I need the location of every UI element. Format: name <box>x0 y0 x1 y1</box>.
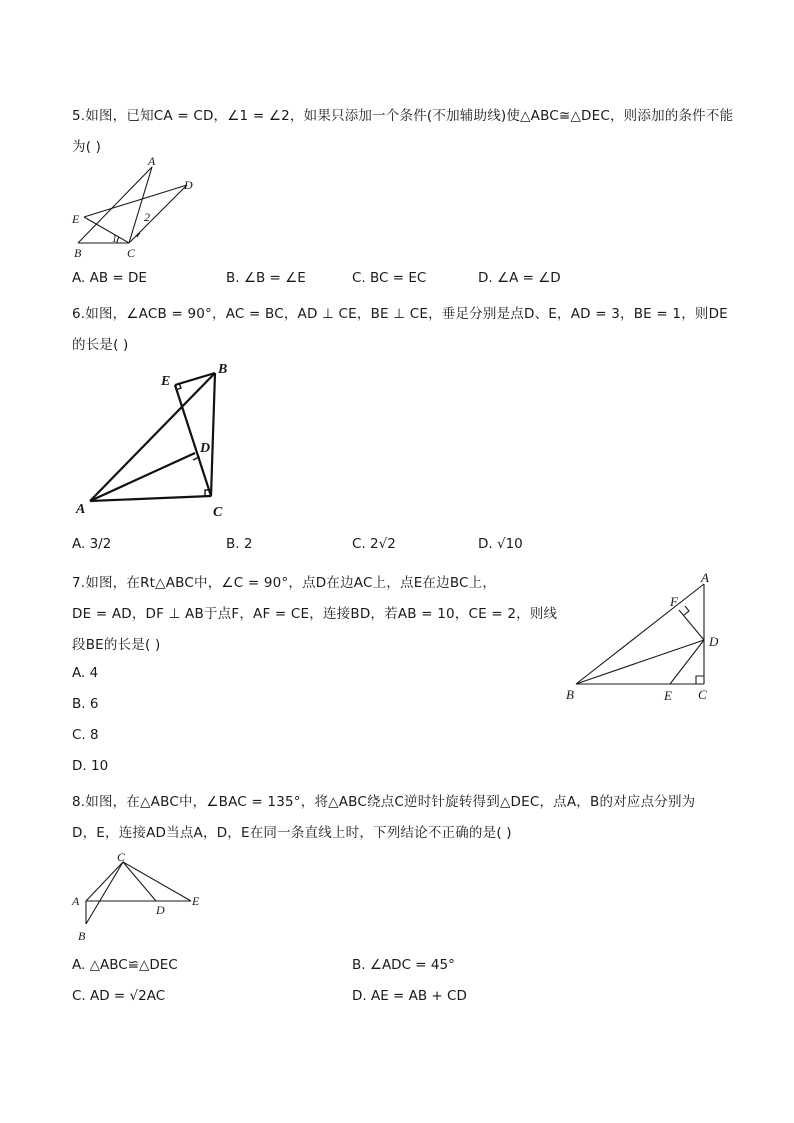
q7-label-d: D <box>709 634 719 649</box>
q7-stem-line2: DE = AD，DF ⊥ AB于点F，AF = CE，连接BD，若AB = 10，CE = 2，则线 <box>72 606 558 622</box>
q5-stem-line1: 5.如图，已知CA = CD，∠1 = ∠2，如果只添加一个条件(不加辅助线)使△ABC≅△DEC，则添加的条件不能 <box>72 108 734 124</box>
q5-label-e: E <box>72 212 80 226</box>
q8-label-d: D <box>156 903 165 917</box>
q5-label-a: A <box>148 154 156 168</box>
q5-option-a: A. AB = DE <box>72 270 147 286</box>
q7-option-a: A. 4 <box>72 665 99 681</box>
q8-figure <box>66 848 216 948</box>
q6-label-e: E <box>161 374 171 389</box>
q7-label-b: B <box>566 687 574 702</box>
q8-stem-line2: D，E，连接AD当点A，D，E在同一条直线上时，下列结论不正确的是( ) <box>72 825 512 841</box>
q5-label-1: 1 <box>112 234 117 245</box>
q5-label-d: D <box>184 178 193 192</box>
q6-label-a: A <box>76 502 86 517</box>
q7-stem-line3: 段BE的长是( ) <box>72 637 161 653</box>
q6-figure <box>72 358 242 523</box>
q5-option-c: C. BC = EC <box>352 270 427 286</box>
q8-option-c: C. AD = √2AC <box>72 988 166 1004</box>
q7-label-e: E <box>664 688 672 703</box>
q5-label-b: B <box>74 246 82 260</box>
q6-option-b: B. 2 <box>226 536 253 552</box>
q6-option-c: C. 2√2 <box>352 536 396 552</box>
q8-label-b: B <box>78 929 86 943</box>
q7-label-f: F <box>670 594 678 609</box>
q6-option-a: A. 3/2 <box>72 536 112 552</box>
q5-figure <box>60 155 220 265</box>
q6-label-c: C <box>213 505 223 520</box>
q6-label-d: D <box>200 441 211 456</box>
q8-option-d: D. AE = AB + CD <box>352 988 467 1004</box>
q7-option-c: C. 8 <box>72 727 99 743</box>
q7-stem-line1: 7.如图，在Rt△ABC中，∠C = 90°，点D在边AC上，点E在边BC上， <box>72 575 497 591</box>
q7-figure <box>560 570 730 710</box>
q5-label-c: C <box>127 246 136 260</box>
q7-label-c: C <box>698 687 707 702</box>
q8-label-e: E <box>192 894 200 908</box>
q6-option-d: D. √10 <box>478 536 523 552</box>
q8-option-b: B. ∠ADC = 45° <box>352 957 455 973</box>
q8-label-c: C <box>117 850 126 864</box>
q5-option-d: D. ∠A = ∠D <box>478 270 561 286</box>
q8-option-a: A. △ABC≌△DEC <box>72 957 178 973</box>
q8-label-a: A <box>72 894 80 908</box>
q5-label-2: 2 <box>144 210 150 224</box>
q7-option-d: D. 10 <box>72 758 109 774</box>
q7-option-b: B. 6 <box>72 696 99 712</box>
q6-stem-line1: 6.如图，∠ACB = 90°，AC = BC，AD ⊥ CE，BE ⊥ CE，垂足分别是点D、E，AD = 3，BE = 1，则DE <box>72 306 728 322</box>
q8-stem-line1: 8.如图，在△ABC中，∠BAC = 135°，将△ABC绕点C逆时针旋转得到△DEC，点A，B的对应点分别为 <box>72 794 696 810</box>
q5-option-b: B. ∠B = ∠E <box>226 270 306 286</box>
q5-stem-line2: 为( ) <box>72 139 102 155</box>
q6-stem-line2: 的长是( ) <box>72 337 129 353</box>
q7-label-a: A <box>701 570 709 585</box>
q6-label-b: B <box>218 362 228 377</box>
